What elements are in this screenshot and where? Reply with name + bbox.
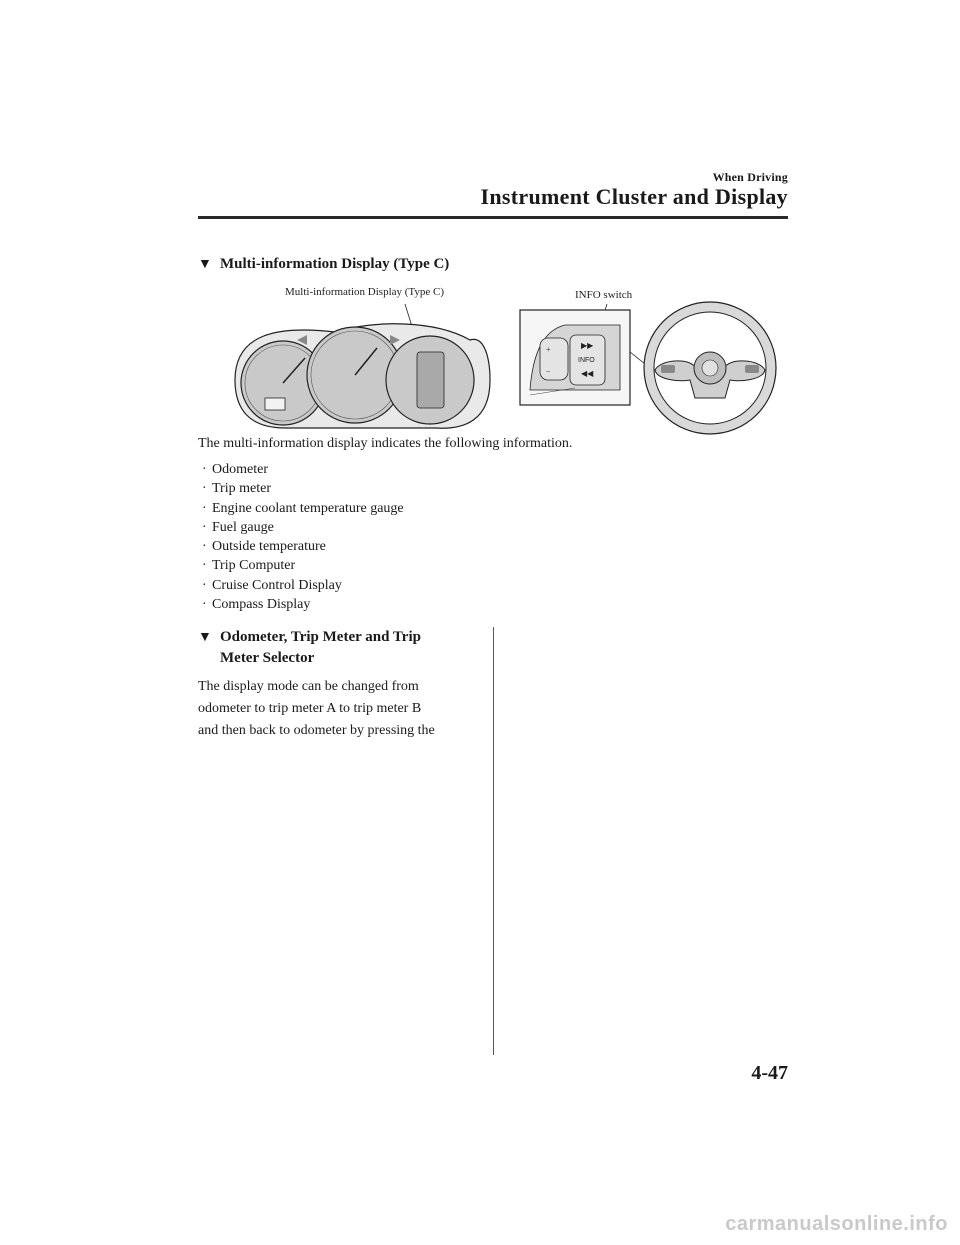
bullet-icon: · xyxy=(202,519,207,535)
paragraph-line: odometer to trip meter A to trip meter B xyxy=(198,701,422,716)
list-item: · Odometer xyxy=(198,460,404,479)
bullet-icon: · xyxy=(202,539,207,555)
page-number: 4-47 xyxy=(751,1062,788,1084)
bullet-icon: · xyxy=(202,558,207,574)
steering-switch-closeup xyxy=(520,310,630,405)
svg-text:−: − xyxy=(546,367,551,376)
svg-text:▶▶: ▶▶ xyxy=(581,341,594,350)
watermark: carmanualsonline.info xyxy=(725,1213,948,1235)
callout-label-switch: INFO switch xyxy=(575,289,633,301)
triangle-marker-icon: ▼ xyxy=(198,630,212,645)
list-item: · Outside temperature xyxy=(198,537,404,556)
bullet-icon: · xyxy=(202,597,207,613)
svg-text:◀◀: ◀◀ xyxy=(581,369,594,378)
paragraph-line: The display mode can be changed from xyxy=(198,679,419,694)
svg-text:+: + xyxy=(546,345,551,354)
list-item: · Cruise Control Display xyxy=(198,576,404,595)
list-item: · Compass Display xyxy=(198,595,404,614)
list-item: · Trip Computer xyxy=(198,556,404,575)
heading-text-line1: Odometer, Trip Meter and Trip xyxy=(220,629,421,645)
instrument-cluster-illustration xyxy=(215,280,785,440)
steering-wheel xyxy=(644,302,776,434)
bullet-icon: · xyxy=(202,577,207,593)
heading-text: Multi-information Display (Type C) xyxy=(220,256,450,272)
callout-label-display: Multi-information Display (Type C) xyxy=(285,286,445,298)
list-item: · Fuel gauge xyxy=(198,518,404,537)
column-divider xyxy=(493,627,494,1055)
intro-paragraph: The multi-information display indicates the following information. xyxy=(198,436,573,451)
paragraph-line: and then back to odometer by pressing the xyxy=(198,723,435,738)
bullet-icon: · xyxy=(202,462,207,477)
section-label: When Driving xyxy=(712,170,788,184)
section-heading-multi-info xyxy=(198,254,449,275)
title-rule xyxy=(198,216,788,219)
info-switch-label: INFO xyxy=(578,357,595,364)
instrument-cluster xyxy=(235,324,490,428)
information-list xyxy=(198,460,404,614)
page-title: Instrument Cluster and Display xyxy=(480,184,788,209)
heading-text-line2: Meter Selector xyxy=(220,650,315,666)
multi-information-display xyxy=(386,336,474,424)
bullet-icon: · xyxy=(202,500,207,516)
triangle-marker-icon: ▼ xyxy=(198,257,212,272)
list-item: · Trip meter xyxy=(198,479,404,498)
odometer-paragraph xyxy=(198,676,483,742)
list-item: · Engine coolant temperature gauge xyxy=(198,499,404,518)
bullet-icon: · xyxy=(202,481,207,497)
section-heading-odometer xyxy=(198,627,498,669)
